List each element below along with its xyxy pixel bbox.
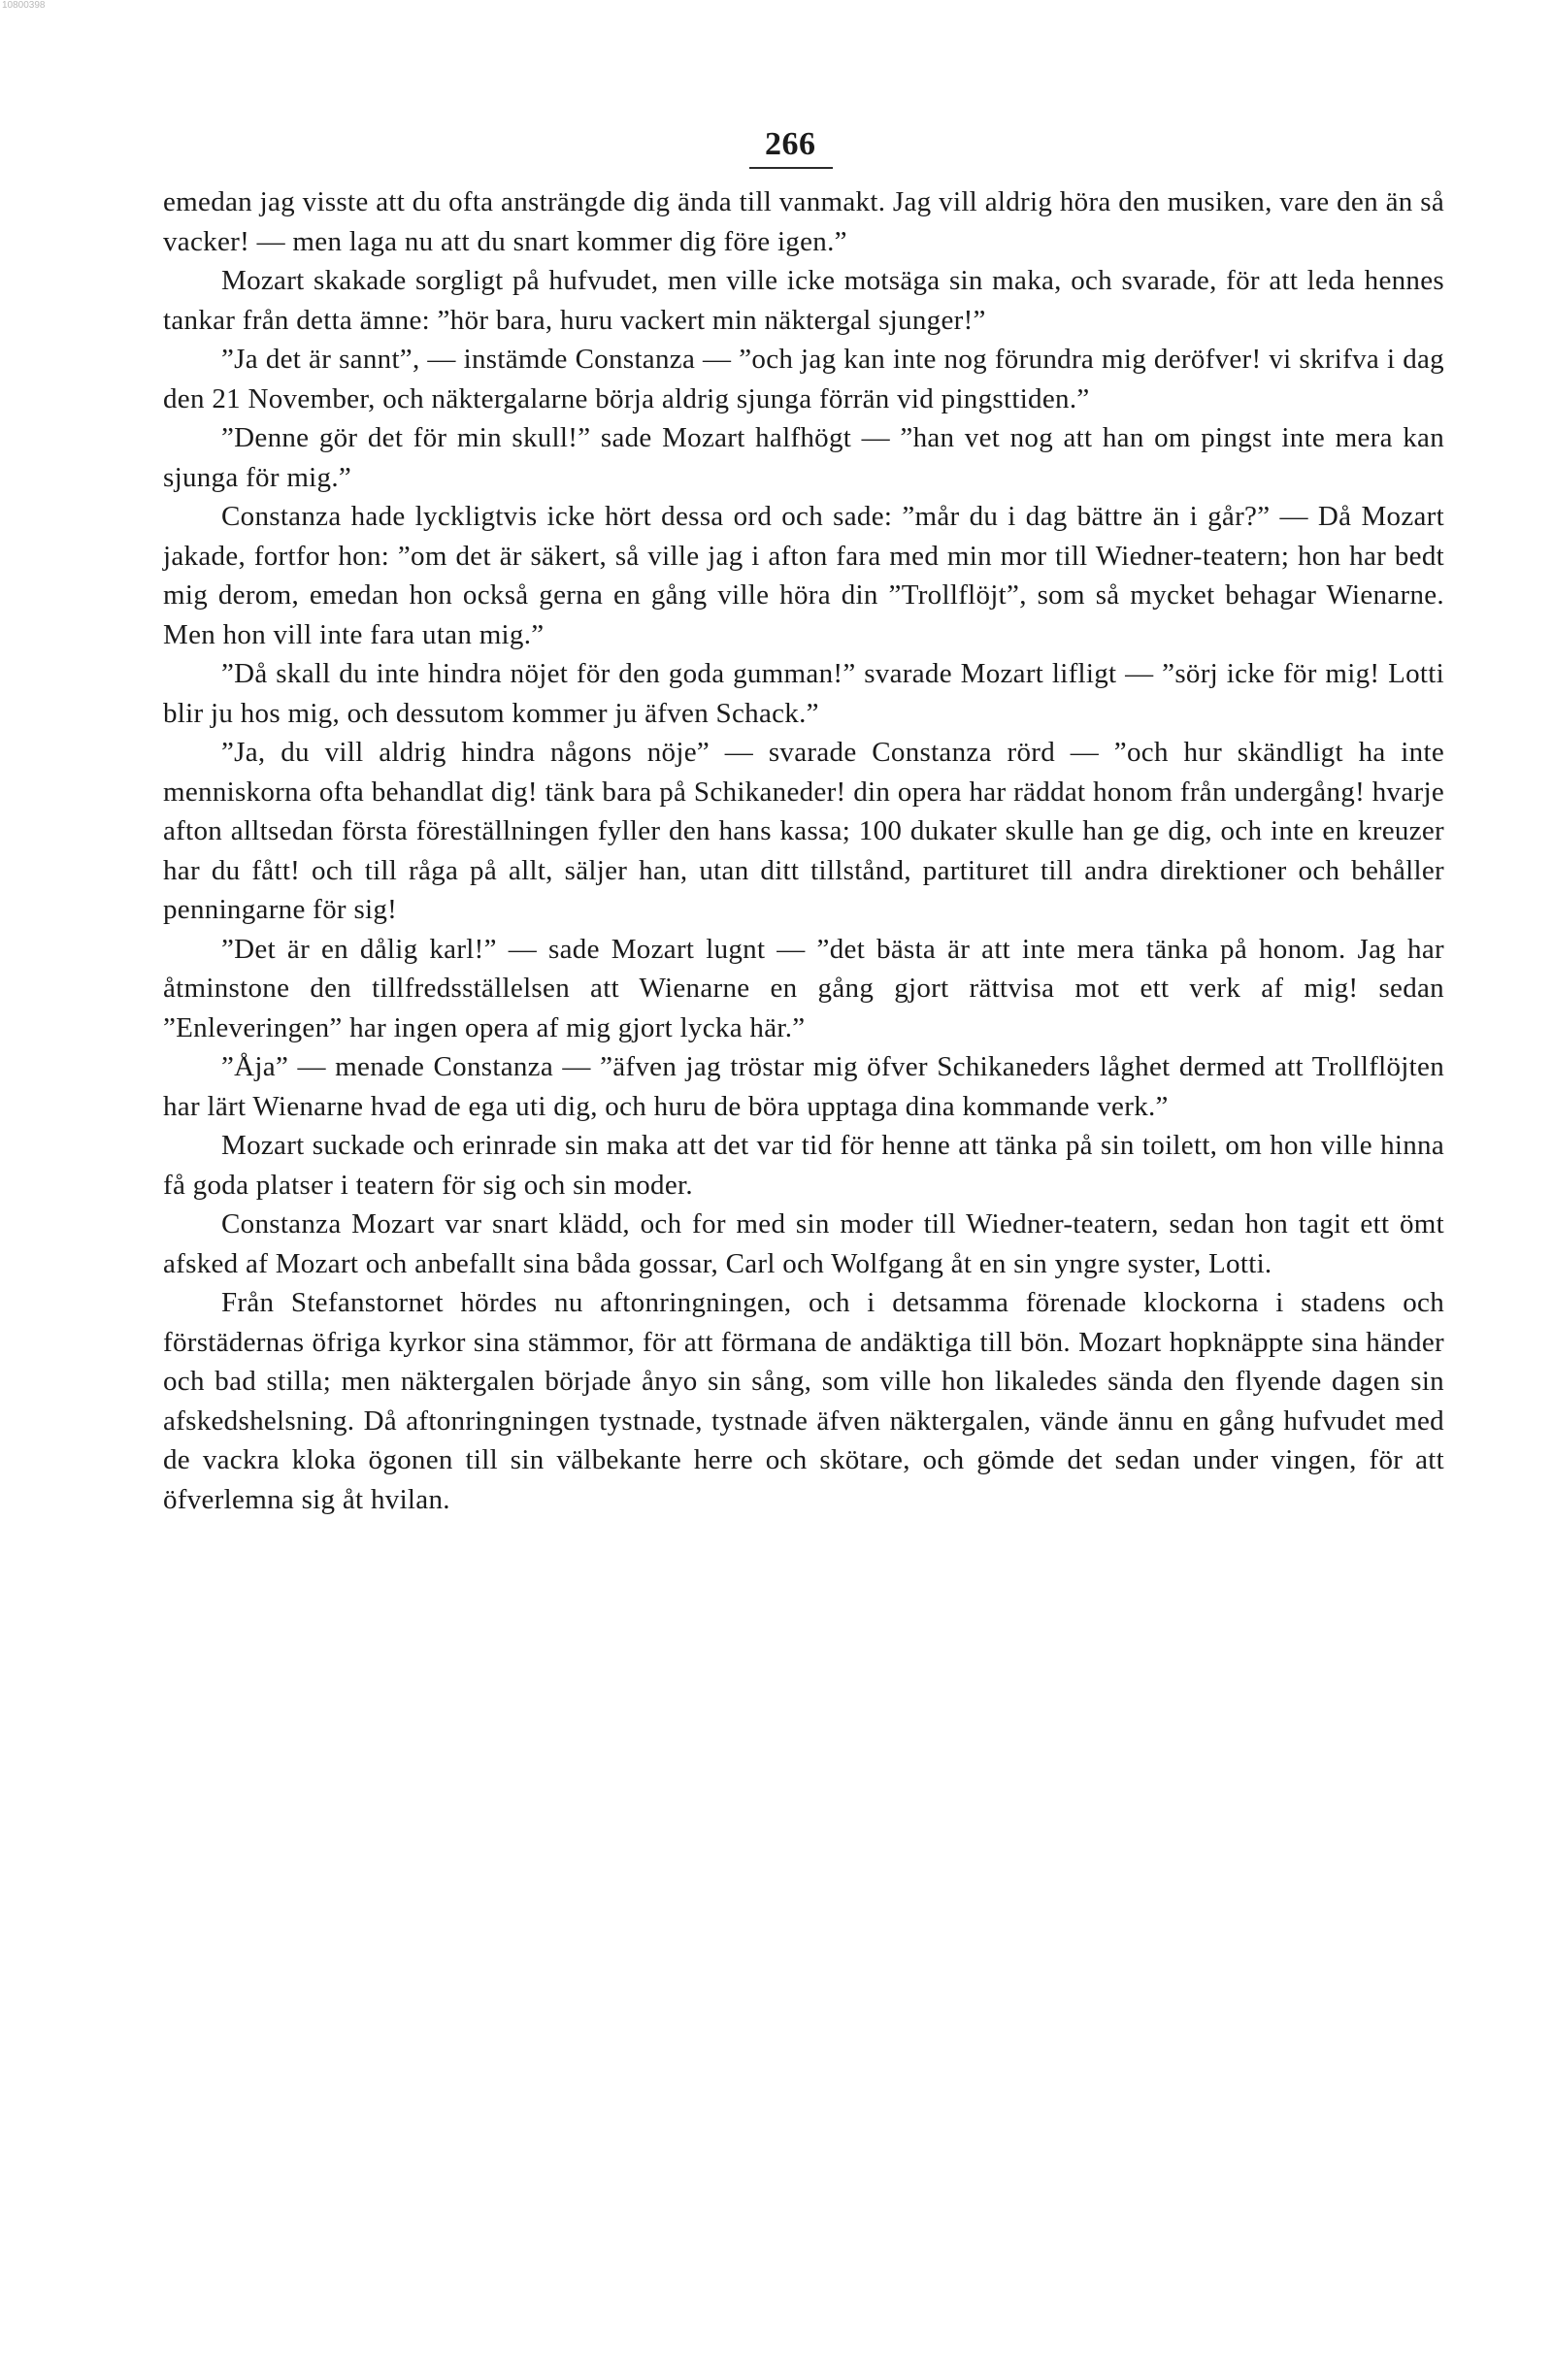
paragraph-5: Constanza hade lyckligtvis icke hört dessa ord och sade: ”mår du i dag bättre än i går?” — Då Mozart jakade, fortfor hon: ”om det är säkert, så ville jag i afton fara med min mor till Wiedner-teatern; hon har bedt mig derom, emedan hon också gerna en gång ville höra din ”Trollflöjt”, som så mycket behagar Wienarne. Men hon vill inte fara utan mig.” [163, 501, 1444, 650]
paragraph-7: ”Ja, du vill aldrig hindra någons nöje” — svarade Constanza rörd — ”och hur skändligt ha inte menniskorna ofta behandlat dig! tänk bara på Schikaneder! din opera har räddat honom från undergång! hvarje afton alltsedan första föreställningen fyller den hans kassa; 100 dukater skulle han ge dig, och inte en kreuzer har du fått! och till råga på allt, säljer han, utan ditt tillstånd, partituret till andra direktioner och behåller penningarne för sig! [163, 737, 1444, 925]
paragraph-10: Mozart suckade och erinrade sin maka att det var tid för henne att tänka på sin toilett, om hon ville hinna få goda platser i teatern för sig och sin moder. [163, 1130, 1444, 1201]
paragraph-6: ”Då skall du inte hindra nöjet för den goda gumman!” svarade Mozart lifligt — ”sörj icke för mig! Lotti blir ju hos mig, och dessutom kommer ju äfven Schack.” [163, 658, 1444, 729]
paragraph-8: ”Det är en dålig karl!” — sade Mozart lugnt — ”det bästa är att inte mera tänka på honom. Jag har åtminstone den tillfredsställelsen att Wienarne en gång gjort rättvisa mot ett verk af mig! sedan ”Enleveringen” har ingen opera af mig gjort lycka här.” [163, 933, 1444, 1043]
paragraph-2: Mozart skakade sorgligt på hufvudet, men ville icke motsäga sin maka, och svarade, för att leda hennes tankar från detta ämne: ”hör bara, huru vackert min näktergal sjunger!” [163, 265, 1444, 336]
page-body [163, 182, 1444, 1519]
archive-id: 10800398 [2, 0, 46, 11]
page-number-rule [749, 167, 833, 169]
paragraph-11: Constanza Mozart var snart klädd, och for med sin moder till Wiedner-teatern, sedan hon tagit ett ömt afsked af Mozart och anbefallt sina båda gossar, Carl och Wolfgang åt en sin yngre syster, Lotti. [163, 1208, 1444, 1279]
paragraph-1: emedan jag visste att du ofta ansträngde dig ända till vanmakt. Jag vill aldrig höra den musiken, vare den än så vacker! — men laga nu att du snart kommer dig före igen.” [163, 186, 1444, 257]
page-number: 266 [765, 126, 816, 162]
paragraph-9: ”Åja” — menade Constanza — ”äfven jag tröstar mig öfver Schikaneders låghet dermed att Trollflöjten har lärt Wienarne hvad de ega uti dig, och huru de böra upptaga dina kommande verk.” [163, 1051, 1444, 1122]
paragraph-4: ”Denne gör det för min skull!” sade Mozart halfhögt — ”han vet nog att han om pingst inte mera kan sjunga för mig.” [163, 422, 1444, 493]
paragraph-3: ”Ja det är sannt”, — instämde Constanza — ”och jag kan inte nog förundra mig deröfver! vi skrifva i dag den 21 November, och näktergalarne börja aldrig sjunga förrän vid pingsttiden.” [163, 344, 1444, 414]
paragraph-12: Från Stefanstornet hördes nu aftonringningen, och i detsamma förenade klockorna i stadens och förstädernas öfriga kyrkor sina stämmor, för att förmana de andäktiga till bön. Mozart hopknäppte sina händer och bad stilla; men näktergalen började ånyo sin sång, som ville hon likaledes sända den flyende dagen sin afskedshelsning. Då aftonringningen tystnade, tystnade äfven näktergalen, vände ännu en gång hufvudet med de vackra kloka ögonen till sin välbekante herre och skötare, och gömde det sedan under vingen, för att öfverlemna sig åt hvilan. [163, 1287, 1444, 1515]
